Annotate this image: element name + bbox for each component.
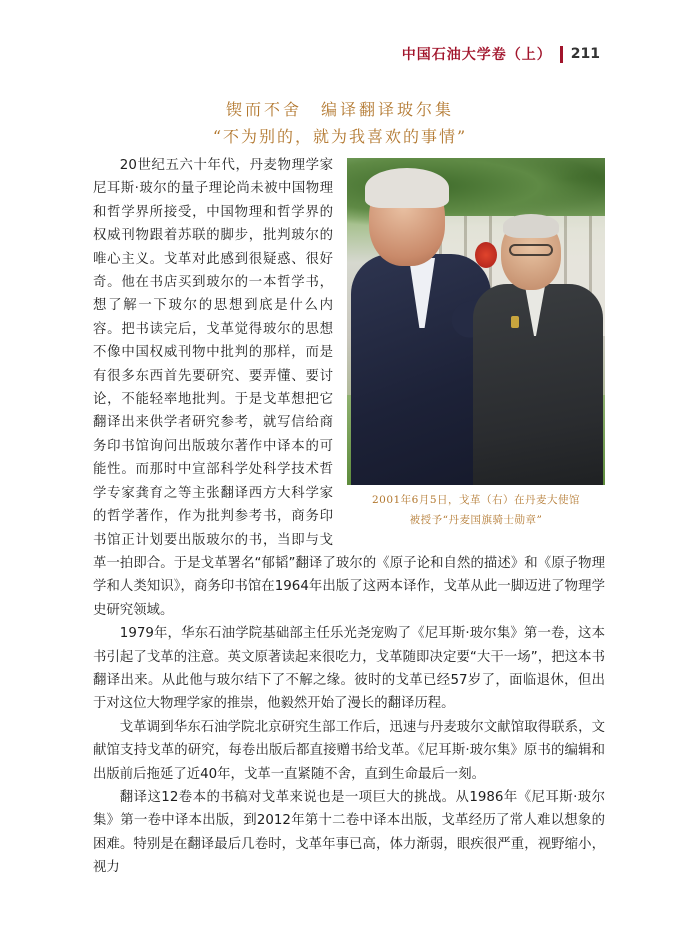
article-body bbox=[93, 154, 605, 880]
paragraph-4: 翻译这12卷本的书稿对戈革来说也是一项巨大的挑战。从1986年《尼耳斯·玻尔集》第一卷中译本出版，到2012年第十二卷中译本出版，戈革经历了常人难以想象的困难。特别是在翻译最后几卷时，戈革年事已高，体力渐弱，眼疾很严重，视野缩小，视力 bbox=[93, 789, 605, 876]
photo-award-ceremony bbox=[347, 158, 605, 485]
section-title: 锲而不舍 编译翻译玻尔集 bbox=[225, 100, 454, 119]
running-header bbox=[402, 44, 600, 64]
paragraph-1: 20世纪五六十年代，丹麦物理学家尼耳斯·玻尔的量子理论尚未被中国物理和哲学界所接受，中国物理和哲学界的权威刊物跟着苏联的脚步，批判玻尔的唯心主义。戈革对此感到很疑惑、很好奇。他在书店买到玻尔的一本哲学书，想了解一下玻尔的思想到底是什么内容。把书读完后，戈革觉得玻尔的思想不像中国权威刊物中批判的那样，而是有很多东西首先要研究、要弄懂、要讨论，不能轻率地批判。于是戈革想把它翻译出来供学者研究参考，就写信给商务印书馆询问出版玻尔著作中译本的可能性。而那时中宣部科学处科学技术哲学专家龚育之等主张翻译西方大科学家的哲学著作，作为批判参考书，商务印书馆正计划要出版玻尔的书，当即与戈革一拍即合。于是戈革署名“郁韬”翻译了玻尔的《原子论和自然的描述》和《原子物理学和人类知识》，商务印书馆在1964年出版了这两本译作，戈革从此一脚迈进了物理学史研究领域。 bbox=[93, 158, 605, 618]
caption-line-2: 被授予“丹麦国旗骑士勋章” bbox=[409, 514, 543, 526]
paragraph-3: 戈革调到华东石油学院北京研究生部工作后，迅速与丹麦玻尔文献馆取得联系，文献馆支持戈革的研究，每卷出版后都直接赠书给戈革。《尼耳斯·玻尔集》原书的编辑和出版前后拖延了近40年，戈革一直紧随不舍，直到生命最后一刻。 bbox=[93, 719, 605, 782]
header-divider bbox=[560, 46, 563, 63]
page-number: 211 bbox=[570, 46, 600, 62]
section-subtitle: “不为别的，就为我喜欢的事情” bbox=[212, 127, 468, 146]
photo-caption bbox=[347, 490, 605, 530]
book-title: 中国石油大学卷（上） bbox=[401, 47, 552, 63]
photo-figure bbox=[347, 158, 605, 530]
paragraph-2: 1979年，华东石油学院基础部主任乐光尧宠购了《尼耳斯·玻尔集》第一卷，这本书引起了戈革的注意。英文原著读起来很吃力，戈革随即决定要“大干一场”，把这本书翻译出来。从此他与玻尔结下了不解之缘。彼时的戈革已经57岁了，面临退休，但出于对这位大物理学家的推崇，他毅然开始了漫长的翻译历程。 bbox=[93, 626, 605, 712]
caption-line-1: 2001年6月5日，戈革（右）在丹麦大使馆 bbox=[371, 494, 581, 506]
section-title-block bbox=[0, 98, 680, 150]
